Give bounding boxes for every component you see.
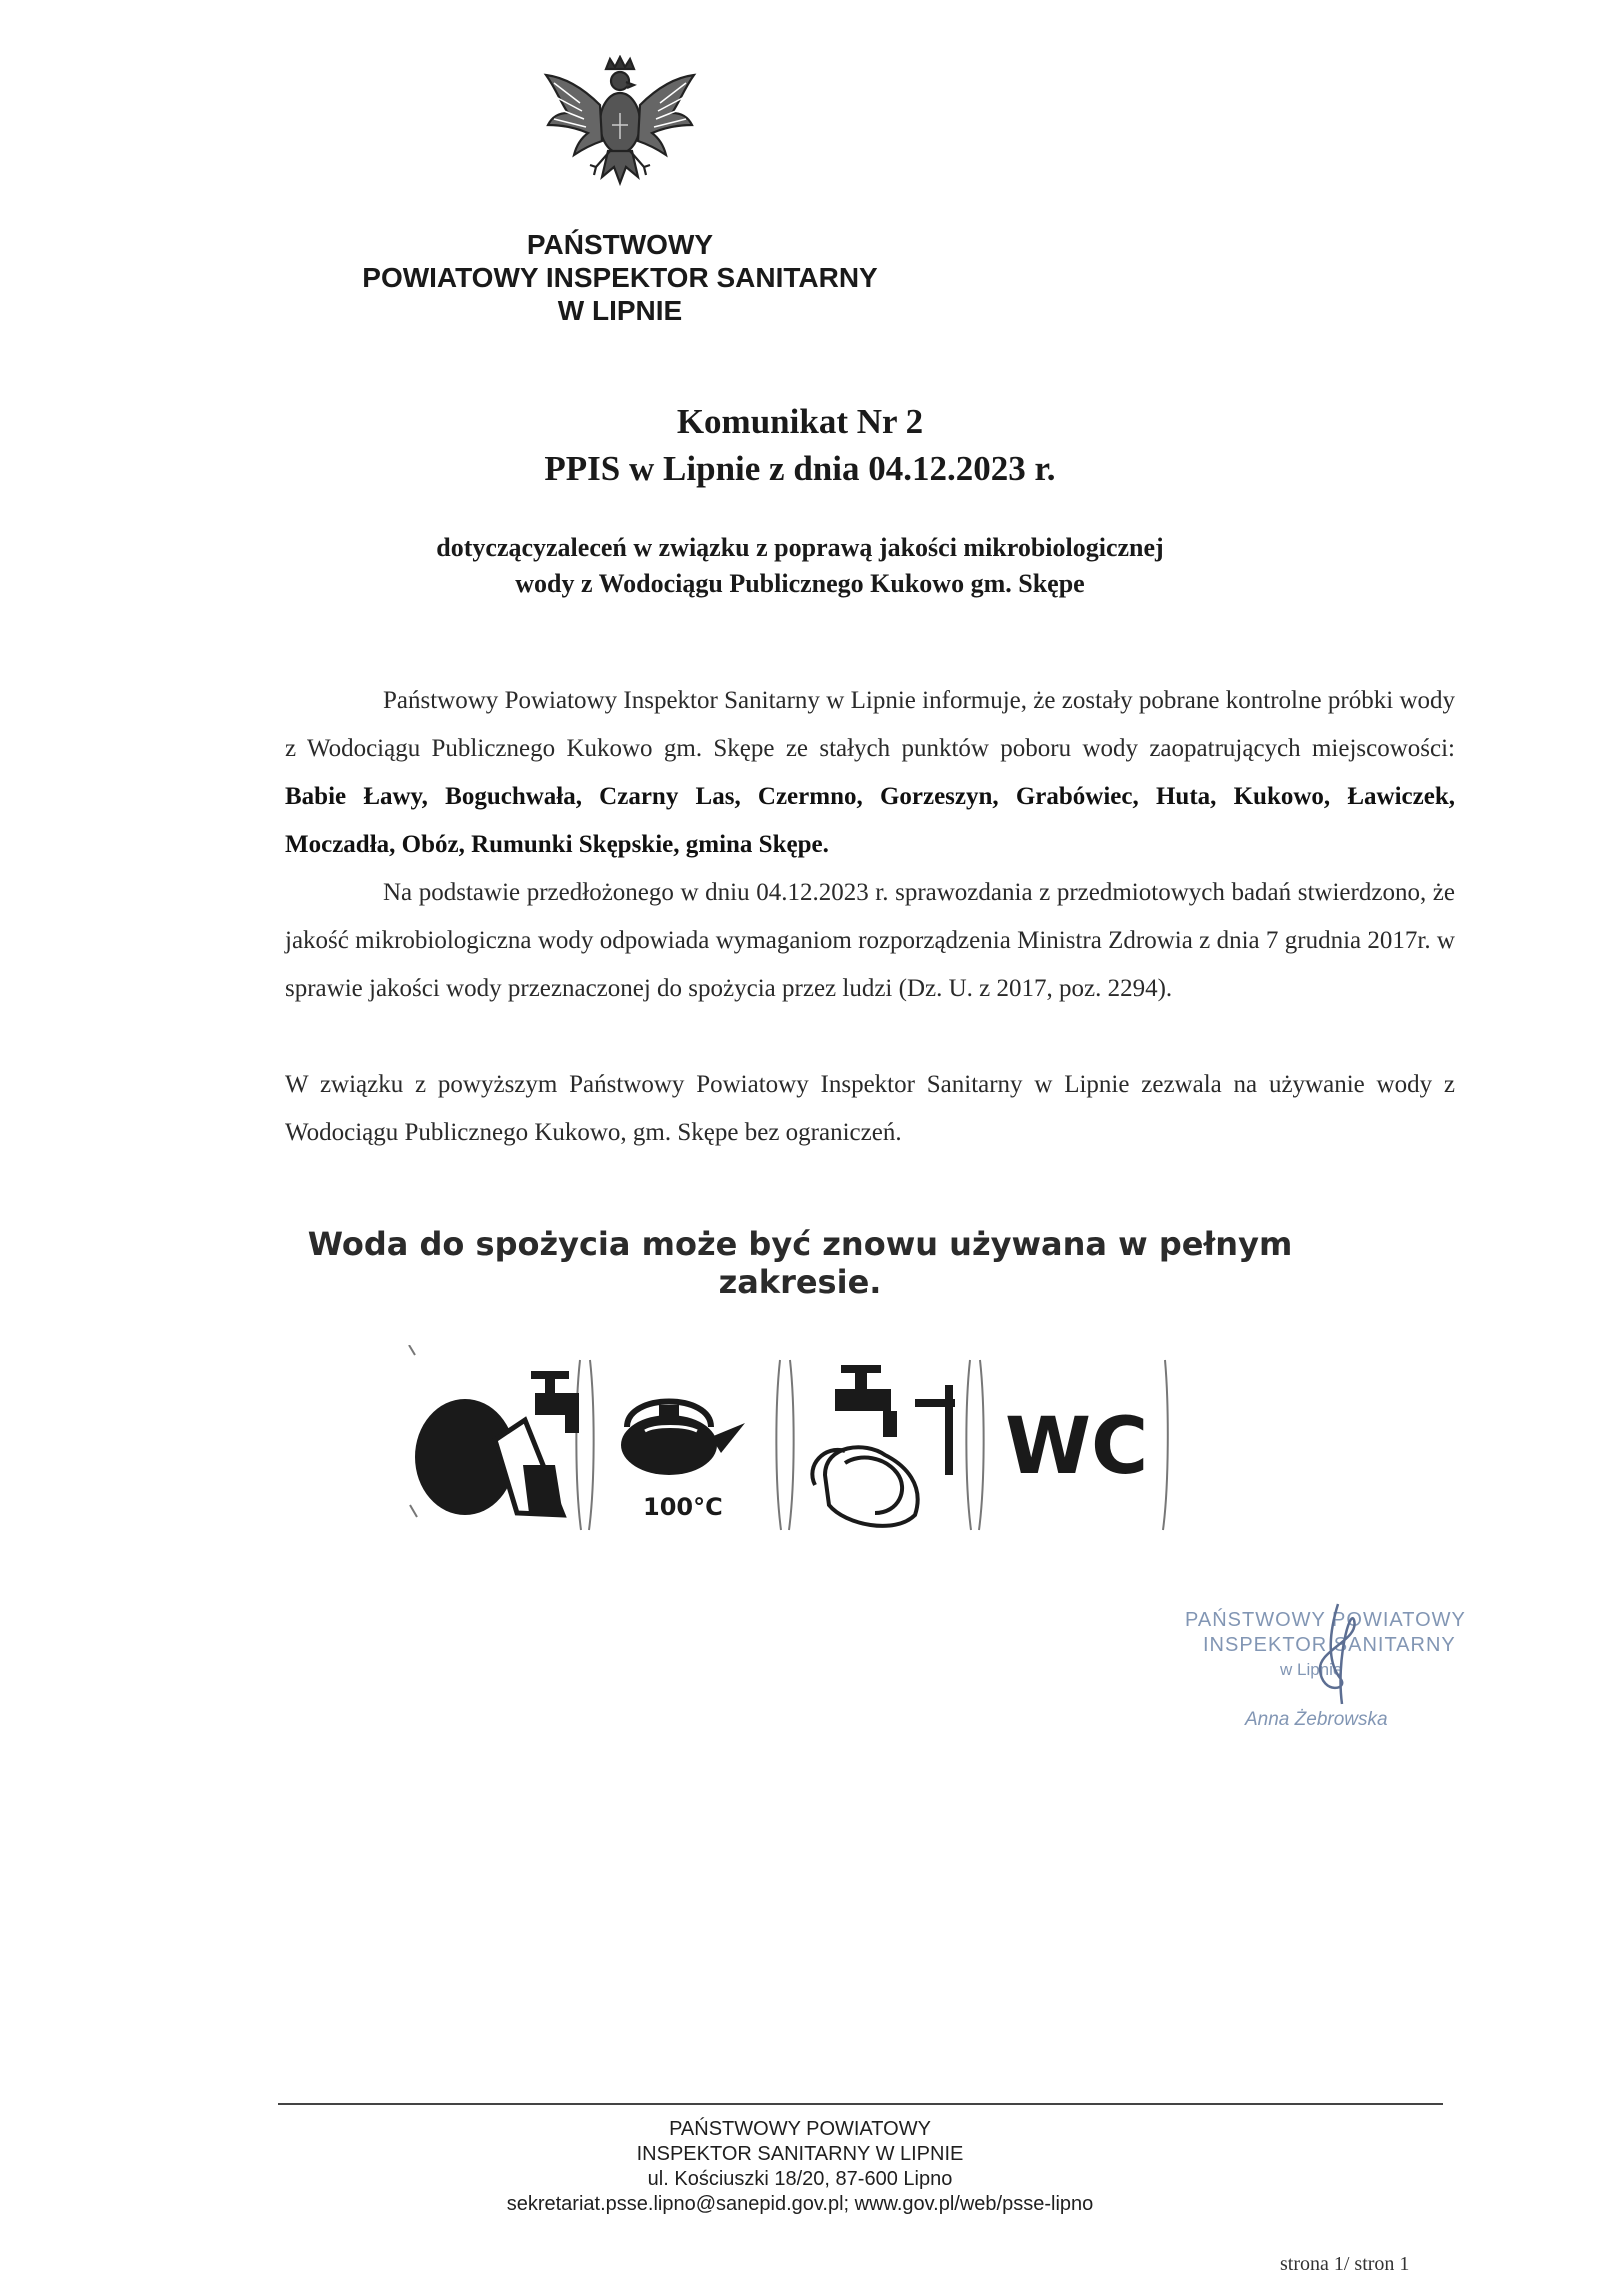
stamp-line-3: w Lipnie [1280, 1660, 1343, 1679]
page-number: strona 1/ stron 1 [1280, 2253, 1410, 2275]
header-line-3: W LIPNIE [557, 295, 683, 326]
footer-line-4: sekretariat.psse.lipno@sanepid.gov.pl; www.gov.pl/web/psse-lipno [506, 2193, 1094, 2215]
stamp-name: Anna Żebrowska [1245, 1709, 1388, 1730]
body-paragraph-1 [285, 677, 1455, 869]
document-title [300, 398, 1300, 492]
institution-header [280, 228, 960, 327]
footer-address [400, 2117, 1200, 2217]
pictogram-strip [405, 1345, 1185, 1545]
footer-line-3: ul. Kościuszki 18/20, 87-600 Lipno [647, 2168, 953, 2190]
title-line-2: PPIS w Lipnie z dnia 04.12.2023 r. [544, 449, 1056, 488]
temperature-label: 100°C [643, 1493, 723, 1521]
subtitle-line-2: wody z Wodociągu Publicznego Kukowo gm. Skępe [515, 569, 1085, 598]
official-stamp [1185, 1600, 1515, 1750]
paragraph-1-text: Państwowy Powiatowy Inspektor Sanitarny w Lipnie informuje, że zostały pobrane kontrolne próbki wody z Wodociągu Publicznego Kukowo gm. Skępe ze stałych punktów poboru wody zaopatrujących miejscowości: [285, 687, 1455, 762]
wc-icon [1005, 1402, 1148, 1492]
subtitle-line-1: dotyczącyzaleceń w związku z poprawą jakości mikrobiologicznej [436, 533, 1164, 562]
body-paragraph-2: Na podstawie przedłożonego w dniu 04.12.2023 r. sprawozdania z przedmiotowych badań stwierdzono, że jakość mikrobiologiczna wody odpowiada wymaganiom rozporządzenia Ministra Zdrowia z dnia 7 grudnia 2017r. w sprawie jakości wody przeznaczonej do spożycia przez ludzi (Dz. U. z 2017, poz. 2294). [285, 879, 1455, 1002]
stamp-line-1: PAŃSTWOWY POWIATOWY [1185, 1609, 1466, 1631]
stamp-line-2: INSPEKTOR SANITARNY [1203, 1634, 1456, 1656]
header-line-1: PAŃSTWOWY [526, 229, 714, 260]
boiling-kettle-icon [621, 1402, 745, 1522]
highlight-statement: Woda do spożycia może być znowu używana w pełnym zakresie. [307, 1225, 1293, 1301]
footer-divider [278, 2103, 1443, 2105]
drinking-water-icon [415, 1371, 579, 1515]
footer-line-2: INSPEKTOR SANITARNY W LIPNIE [636, 2143, 964, 2165]
hand-washing-icon [812, 1365, 955, 1526]
header-line-2: POWIATOWY INSPEKTOR SANITARNY [362, 262, 878, 293]
eagle-emblem-icon [540, 55, 700, 205]
footer-line-1: PAŃSTWOWY POWIATOWY [669, 2118, 931, 2140]
document-subtitle [300, 530, 1300, 602]
title-line-1: Komunikat Nr 2 [676, 402, 924, 441]
handwritten-signature-icon [1300, 1600, 1380, 1710]
body-paragraph-3: W związku z powyższym Państwowy Powiatowy Inspektor Sanitarny w Lipnie zezwala na używanie wody z Wodociągu Publicznego Kukowo, gm. Skępe bez ograniczeń. [285, 1071, 1455, 1146]
localities-list: Babie Ławy, Boguchwała, Czarny Las, Czermno, Gorzeszyn, Grabówiec, Huta, Kukowo, Ławiczek, Moczadła, Obóz, Rumunki Skępskie, gmina Skępe. [285, 783, 1455, 858]
wc-label: WC [1005, 1402, 1149, 1492]
